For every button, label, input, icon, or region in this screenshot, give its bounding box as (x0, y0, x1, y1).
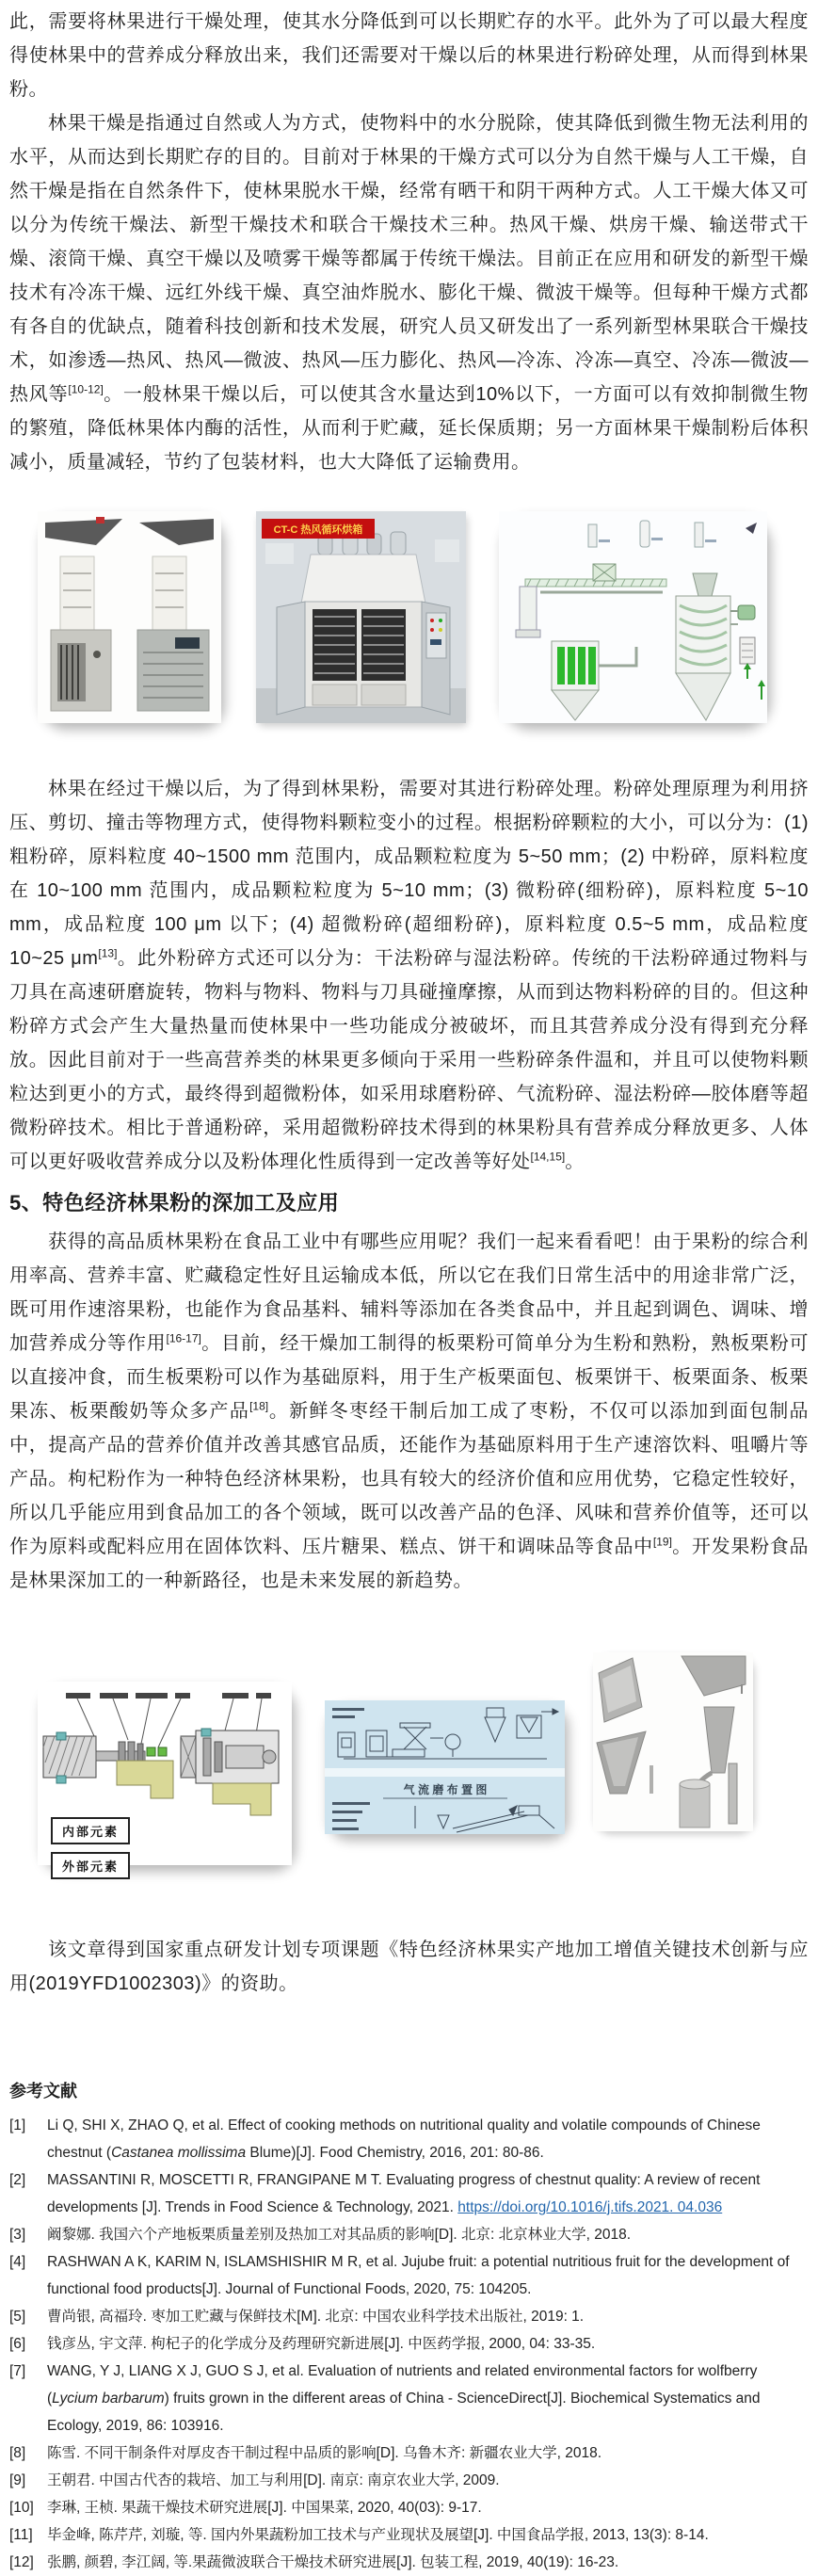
citation-marker: [16-17] (166, 1331, 201, 1345)
paragraph-drying-methods: 林果干燥是指通过自然或人为方式，使物料中的水分脱除，使其降低到微生物无法利用的水平，从而达到长期贮存的目的。目前对于林果的干燥方式可以分为自然干燥与人工干燥，自然干燥是指在自然条件下，使林果脱水干燥，经常有晒干和阴干两种方式。人工干燥大体又可以分为传统干燥法、新型干燥技术和联合干燥技术三种。热风干燥、烘房干燥、输送带式干燥、滚筒干燥、真空干燥以及喷雾干燥等都属于传统干燥法。目前正在应用和研发的新型干燥技术有冷冻干燥、远红外线干燥、真空油炸脱水、膨化干燥、微波干燥等。但每种干燥方式都有各自的优缺点，随着科技创新和技术发展，研究人员又研发出了一系列新型林果联合干燥技术，如渗透—热风、热风—微波、热风—压力膨化、热风—冷冻、冷冻—真空、冷冻—微波—热风等[10-12]。一般林果干燥以后，可以使其含水量达到10%以下，一方面可以有效抑制微生物的繁殖，降低林果体内酶的活性，从而利于贮藏，延长保质期；另一方面林果干燥制粉后体积减小，质量减轻，节约了包装材料，也大大降低了运输费用。 (9, 113, 810, 473)
italic-species-name: Lycium barbarum (52, 2391, 165, 2407)
reference-item (9, 2494, 809, 2521)
citation-marker: [19] (652, 1535, 672, 1549)
spray-dryer-diagram (499, 511, 767, 723)
reference-text: 钱彦丛, 宇文萍. 枸杞子的化学成分及药理研究新进展[J]. 中医药学报, 2000, 04: 33-35. (47, 2336, 596, 2352)
reference-number: [5] (9, 2309, 26, 2325)
equipment-parts-photo (593, 1652, 753, 1831)
reference-text: 陈雪. 不同干制条件对厚皮杏干制过程中品质的影响[D]. 乌鲁木齐: 新疆农业大学, 2018. (47, 2445, 602, 2461)
reference-text: 毕金峰, 陈芹芹, 刘璇, 等. 国内外果蔬粉加工技术与产业现状及展望[J]. 中国食品学报, 2013, 13(3): 8-14. (47, 2527, 709, 2543)
reference-number: [8] (9, 2445, 26, 2461)
reference-number: [6] (9, 2336, 26, 2352)
reference-number: [3] (9, 2227, 26, 2243)
spray-dryer-illustration (499, 511, 767, 723)
reference-text: 李琳, 王桢. 果蔬干燥技术研究进展[J]. 中国果菜, 2020, 40(03): 9-17. (47, 2500, 482, 2516)
references-heading: 参考文献 (9, 2082, 77, 2101)
reference-text: 王朝君. 中国古代杏的栽培、加工与利用[D]. 南京: 南京农业大学, 2009. (47, 2472, 500, 2488)
reference-number: [12] (9, 2554, 34, 2570)
reference-item (9, 2303, 809, 2330)
reference-number: [4] (9, 2254, 26, 2270)
reference-number: [9] (9, 2472, 26, 2488)
reference-item (9, 2467, 809, 2494)
airflow-mill-illustration (325, 1700, 565, 1834)
mill-internal-elements-label: 内部元素 (51, 1817, 130, 1844)
section-heading-5: 5、特色经济林果粉的深加工及应用 (9, 1191, 340, 1215)
airflow-mill-layout-diagram (325, 1700, 565, 1834)
reference-text: Li Q, SHI X, ZHAO Q, et al. Effect of cooking methods on nutritional quality and volatile compounds of Chinese chestnut (Castanea mollissima Blume)[J]. Food Chemistry, 2016, 201: 80-86. (47, 2117, 761, 2161)
reference-text: 阚黎娜. 我国六个产地板栗质量差别及热加工对其品质的影响[D]. 北京: 北京林业大学, 2018. (47, 2227, 632, 2243)
reference-number: [11] (9, 2527, 33, 2543)
italic-species-name: Castanea mollissima (111, 2145, 247, 2161)
citation-marker: [10-12] (68, 382, 104, 396)
reference-item (9, 2166, 809, 2221)
reference-text: MASSANTINI R, MOSCETTI R, FRANGIPANE M T. Evaluating progress of chestnut quality: A review of recent developments [J]. Trends in Food Science & Technology, 2021. https://doi.org/10.1016/j.tifs.2021. 04.036 (47, 2172, 761, 2215)
airflow-diagram-title: 气 流 磨 布 置 图 (403, 1783, 488, 1796)
reference-text: WANG, Y J, LIANG X J, GUO S J, et al. Evaluation of nutrients and related environmental factors for wolfberry (Lycium barbarum) fruits grown in the different areas of China - ScienceDirect[J]. Biochemical Systematics and Ecology, 2019, 86: 103916. (47, 2363, 761, 2434)
reference-text: RASHWAN A K, KARIM N, ISLAMSHISHIR M R, et al. Jujube fruit: a potential nutritious fruit for the development of functional food products[J]. Journal of Functional Foods, 2020, 75: 104205. (47, 2254, 790, 2297)
reference-text: 曹尚银, 高福玲. 枣加工贮藏与保鲜技术[M]. 北京: 中国农业科学技术出版社, 2019: 1. (47, 2309, 585, 2325)
reference-item (9, 2248, 809, 2303)
equipment-parts-illustration (593, 1652, 753, 1831)
reference-number: [2] (9, 2172, 26, 2188)
freeze-dryer-illustration (38, 511, 221, 723)
reference-number: [7] (9, 2363, 26, 2379)
paragraph-applications: 获得的高品质林果粉在食品工业中有哪些应用呢？我们一起来看看吧！由于果粉的综合利用率高、营养丰富、贮藏稳定性好且运输成本低，所以它在我们日常生活中的用途非常广泛，既可用作速溶果粉，也能作为食品基料、辅料等添加在各类食品中，并且起到调色、调味、增加营养成分等作用[16-17]。目前，经干燥加工制得的板栗粉可简单分为生粉和熟粉，熟板栗粉可以直接冲食，而生板栗粉可以作为基础原料，用于生产板栗面包、板栗饼干、板栗面条、板栗果冻、板栗酸奶等众多产品[18]。新鲜冬枣经干制后加工成了枣粉，不仅可以添加到面包制品中，提高产品的营养价值并改善其感官品质，还能作为基础原料用于生产速溶饮料、咀嚼片等产品。枸杞粉作为一种特色经济林果粉，也具有较大的经济价值和应用优势，它稳定性较好，所以几乎能应用到食品加工的各个领域，既可以改善产品的色泽、风味和营养价值等，还可以作为原料或配料应用在固体饮料、压片糖果、糕点、饼干和调味品等食品中[19]。开发果粉食品是林果深加工的一种新路径，也是未来发展的新趋势。 (9, 1232, 810, 1591)
reference-item (9, 2439, 809, 2467)
paragraph-acknowledgment: 该文章得到国家重点研发计划专项课题《特色经济林果实产地加工增值关键技术创新与应用(2019YFD1002303)》的资助。 (9, 1940, 809, 1994)
reference-number: [10] (9, 2500, 34, 2516)
reference-item (9, 2521, 809, 2549)
figure-row-milling-equipment (38, 1652, 809, 1874)
freeze-dryer-photo (38, 511, 221, 723)
citation-marker: [14,15] (530, 1150, 566, 1164)
reference-item (9, 2549, 809, 2576)
paragraph-drying-intro: 此，需要将林果进行干燥处理，使其水分降低到可以长期贮存的水平。此外为了可以最大程度得使林果中的营养成分释放出来，我们还需要对干燥以后的林果进行粉碎处理，从而得到林果粉。 (9, 11, 809, 100)
reference-item (9, 2358, 809, 2439)
paragraph-crushing: 林果在经过干燥以后，为了得到林果粉，需要对其进行粉碎处理。粉碎处理原理为利用挤压、剪切、撞击等物理方式，使得物料颗粒变小的过程。根据粉碎颗粒的大小，可以分为：(1) 粗粉碎，原料粒度 40~1500 mm 范围内，成品颗粒粒度为 5~50 mm；(2) 中粉碎，原料粒度在 10~100 mm 范围内，成品颗粒粒度为 5~10 mm；(3) 微粉碎(细粉碎)，原料粒度 5~10 mm，成品粒度 100 μm 以下；(4) 超微粉碎(超细粉碎)，原料粒度 0.5~5 mm，成品粒度 10~25 μm[13]。此外粉碎方式还可以分为：干法粉碎与湿法粉碎。传统的干法粉碎通过物料与刀具在高速研磨旋转，物料与物料、物料与刀具碰撞摩擦，从而到达物料粉碎的目的。但这种粉碎方式会产生大量热量而使林果中一些功能成分被破坏，而且其营养成分没有得到充分释放。因此目前对于一些高营养类的林果更多倾向于采用一些粉碎条件温和，并且可以使物料颗粒达到更小的方式，最终得到超微粉体，如采用球磨粉碎、气流粉碎、湿法粉碎—胶体磨等超微粉碎技术。相比于普通粉碎，采用超微粉碎技术得到的林果粉具有营养成分释放更多、人体可以更好吸收营养成分以及粉体理化性质得到一定改善等好处[14,15]。 (9, 779, 809, 1172)
hot-air-oven-illustration (256, 511, 466, 723)
reference-item (9, 2112, 809, 2166)
citation-marker: [18] (249, 1399, 269, 1413)
citation-marker: [13] (98, 946, 118, 960)
reference-item (9, 2330, 809, 2358)
reference-number: [1] (9, 2117, 26, 2133)
doi-link[interactable]: https://doi.org/10.1016/j.tifs.2021. 04.036 (457, 2199, 723, 2215)
figure-row-drying-equipment (38, 511, 809, 723)
hot-air-oven-photo (256, 511, 466, 723)
mill-external-elements-label: 外部元素 (51, 1852, 130, 1879)
reference-item (9, 2221, 809, 2248)
reference-list (9, 2112, 809, 2576)
reference-text: 张鹏, 颜碧, 李江阔, 等.果蔬微波联合干燥技术研究进展[J]. 包装工程, 2019, 40(19): 16-23. (47, 2554, 619, 2570)
mill-section-diagram (38, 1682, 292, 1874)
oven-banner-label: CT-C 热风循环烘箱 (273, 524, 363, 536)
